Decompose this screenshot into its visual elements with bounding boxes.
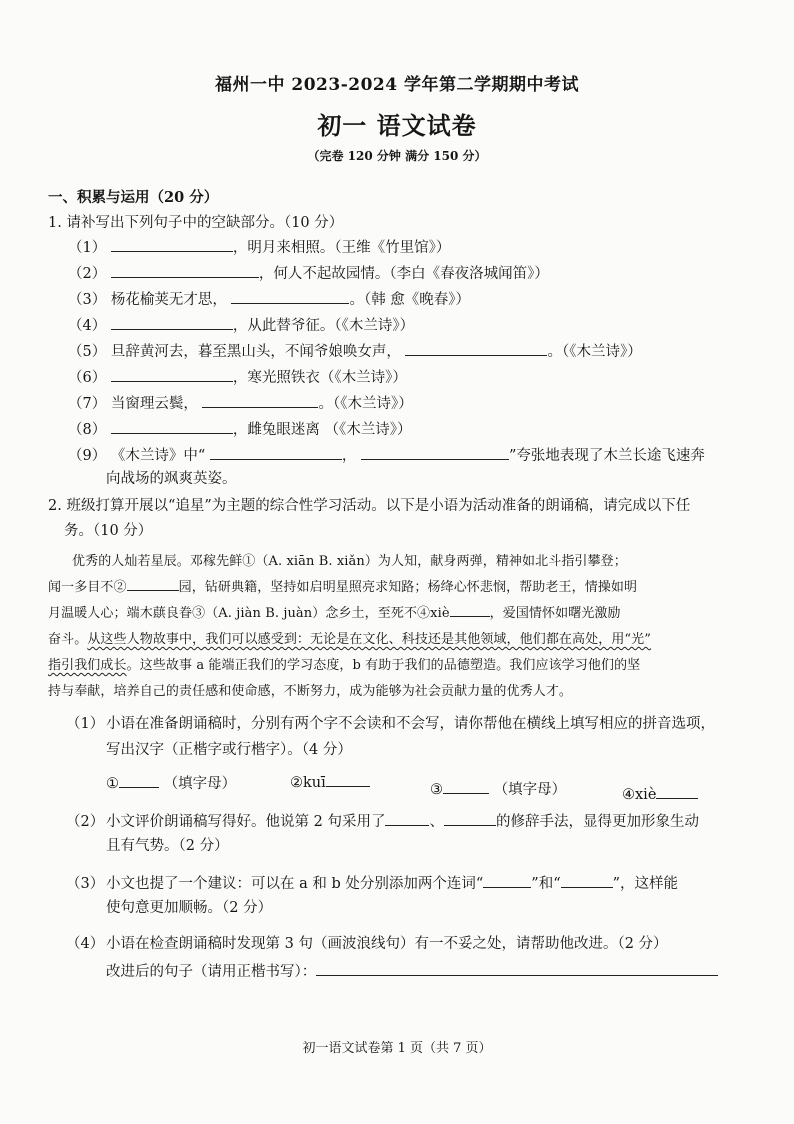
sub-question-4-text: 小语在检查朗诵稿时发现第 3 句（画波浪线句）有一不妥之处，请帮助他改进。（2 分） (106, 936, 668, 952)
question-text: 小文评价朗诵稿写得好。他说第 2 句采用了 (106, 814, 386, 830)
q1-item-1 (68, 236, 450, 257)
sub-question-number: （3） (66, 876, 105, 892)
item-text: 当窗理云鬓， (110, 396, 198, 412)
item-text: ， (341, 448, 357, 464)
question-1-stem: 1. 请补写出下列句子中的空缺部分。（10 分） (48, 215, 344, 231)
answer-blank[interactable] (210, 445, 342, 460)
item-text: ，寒光照铁衣（《木兰诗》） (232, 370, 407, 386)
answer-blank[interactable] (111, 367, 233, 382)
item-number: （6） (68, 370, 107, 386)
sub-question-3-text (106, 872, 678, 893)
answer-3 (430, 778, 566, 799)
question-text: 、 (429, 814, 444, 830)
sub-question-4-answer (106, 960, 718, 981)
passage-text: ，爱国情怀如曙光激励 (489, 606, 621, 621)
item-number: （2） (68, 266, 107, 282)
sub-question-2-text-cont: 且有气势。（2 分） (106, 838, 229, 854)
answer-blank[interactable] (119, 773, 159, 788)
answer-blank[interactable] (361, 445, 509, 460)
passage-text: 奋斗。 (48, 632, 88, 647)
q1-item-4 (68, 314, 414, 335)
answer-blank[interactable] (127, 578, 179, 591)
question-text: 的修辞手法，显得更加形象生动 (495, 814, 699, 830)
q1-item-2 (68, 262, 549, 283)
item-number: （3） (68, 292, 107, 308)
item-text: 。（《木兰诗》） (318, 396, 413, 412)
q1-item-9 (68, 444, 705, 465)
question-text: ”和“ (531, 876, 561, 892)
item-number: （9） (68, 448, 107, 464)
item-number: （7） (68, 396, 107, 412)
answer-4 (622, 784, 698, 803)
item-text: ，从此替爷征。（《木兰诗》） (232, 318, 415, 334)
sub-question-1-text-cont: 写出汉字（正楷字或行楷字）。（4 分） (106, 742, 352, 758)
q1-item-6 (68, 366, 407, 387)
answer-blank[interactable] (111, 315, 233, 330)
answer-line[interactable] (316, 961, 718, 976)
item-text: ，何人不起故园情。（李白《春夜洛城闻笛》） (258, 266, 549, 282)
answer-label: ① (106, 776, 119, 792)
item-number: （8） (68, 422, 107, 438)
question-text: 小文也提了一个建议：可以在 a 和 b 处分别添加两个连词“ (106, 876, 484, 892)
item-number: （1） (68, 240, 107, 256)
answer-blank[interactable] (483, 873, 531, 888)
passage-line-5 (48, 654, 640, 673)
q1-item-8 (68, 418, 411, 439)
answer-blank[interactable] (405, 341, 547, 356)
answer-blank[interactable] (443, 779, 489, 794)
answer-blank[interactable] (385, 811, 429, 826)
answer-blank[interactable] (450, 604, 490, 617)
answer-label: ③ (430, 782, 443, 798)
answer-blank[interactable] (326, 772, 370, 787)
sub-question-number: （1） (66, 716, 105, 732)
sub-question-number: （4） (66, 936, 105, 952)
answer-blank[interactable] (111, 237, 233, 252)
passage-text: 闻一多目不② (48, 580, 127, 595)
answer-1 (106, 772, 236, 793)
answer-blank[interactable] (111, 419, 233, 434)
section-title: 一、积累与运用（20 分） (48, 189, 219, 206)
answer-blank[interactable] (656, 784, 698, 799)
item-text: 《木兰诗》中“ (110, 448, 206, 464)
question-2-stem: 2. 班级打算开展以“追星”为主题的综合性学习活动。以下是小语为活动准备的朗诵稿，请完成以下任 (48, 498, 691, 514)
question-2-stem-cont: 务。（10 分） (64, 523, 153, 539)
passage-line-6: 持与奉献，培养自己的责任感和使命感，不断努力，成为能够为社会贡献力量的优秀人才。 (48, 684, 573, 699)
item-text: 杨花榆荚无才思， (110, 292, 227, 308)
item-number: （5） (68, 344, 107, 360)
passage-text: 园，钻研典籍，坚持如启明星照亮求知路；杨绛心怀悲悯，帮助老王，情操如明 (178, 580, 638, 595)
item-text: ，雌兔眼迷离 （《木兰诗》） (232, 422, 412, 438)
sub-question-1-text: 小语在准备朗诵稿时，分别有两个字不会读和不会写，请你帮他在横线上填写相应的拼音选项， (106, 716, 715, 732)
passage-line-3 (48, 602, 621, 621)
passage-text: 。这些故事 a 能端正我们的学习态度，b 有助于我们的品德塑造。我们应该学习他们的坚 (126, 658, 641, 673)
answer-blank[interactable] (231, 289, 349, 304)
item-text: 。（韩 愈《晚春》） (349, 292, 471, 308)
answer-note: （填字母） (493, 782, 567, 798)
answer-label: ④xiè (622, 787, 657, 803)
exam-info: （完卷 120 分钟 满分 150 分） (307, 149, 487, 163)
sub-question-2-text (106, 810, 699, 831)
sub-question-number: （2） (66, 814, 105, 830)
exam-header: 福州一中 2023-2024 学年第二学期期中考试 (214, 75, 580, 95)
answer-blank[interactable] (561, 873, 613, 888)
q1-item-5 (68, 340, 642, 361)
wavy-underlined-sentence: 指引我们成长 (48, 658, 127, 673)
question-text: ”，这样能 (612, 876, 679, 892)
item-text: ”夸张地表现了木兰长途飞速奔 (508, 448, 705, 464)
question-text: 改进后的句子（请用正楷书写）： (106, 964, 317, 980)
q1-item-9-continued: 向战场的飒爽英姿。 (106, 471, 237, 487)
answer-label: ②kuī (290, 775, 326, 791)
passage-line-1: 优秀的人灿若星辰。邓稼先鲜①（A. xiān B. xiǎn）为人知，献身两弹，精神如北斗指引攀登； (72, 554, 627, 569)
answer-blank[interactable] (111, 263, 259, 278)
answer-blank[interactable] (444, 811, 496, 826)
answer-note: （填字母） (163, 776, 237, 792)
answer-2 (290, 772, 370, 791)
passage-text: 月温暖人心；端木蕻良眷③（A. jiàn B. juàn）念乡土，至死不④xiè (48, 606, 450, 621)
paper-title: 初一 语文试卷 (317, 111, 477, 140)
passage-line-4 (48, 628, 651, 647)
page-footer: 初一语文试卷第 1 页（共 7 页） (302, 1041, 492, 1056)
answer-blank[interactable] (202, 393, 318, 408)
item-text: 旦辞黄河去，暮至黑山头，不闻爷娘唤女声， (110, 344, 401, 360)
sub-question-3-text-cont: 使句意更加顺畅。（2 分） (106, 900, 273, 916)
item-text: 。（《木兰诗》） (547, 344, 642, 360)
q1-item-3 (68, 288, 470, 309)
item-text: ，明月来相照。（王维《竹里馆》） (232, 240, 451, 256)
q1-item-7 (68, 392, 413, 413)
passage-line-2 (48, 576, 637, 595)
item-number: （4） (68, 318, 107, 334)
wavy-underlined-sentence: 从这些人物故事中，我们可以感受到：无论是在文化、科技还是其他领域，他们都在高处，用“光” (87, 632, 652, 647)
